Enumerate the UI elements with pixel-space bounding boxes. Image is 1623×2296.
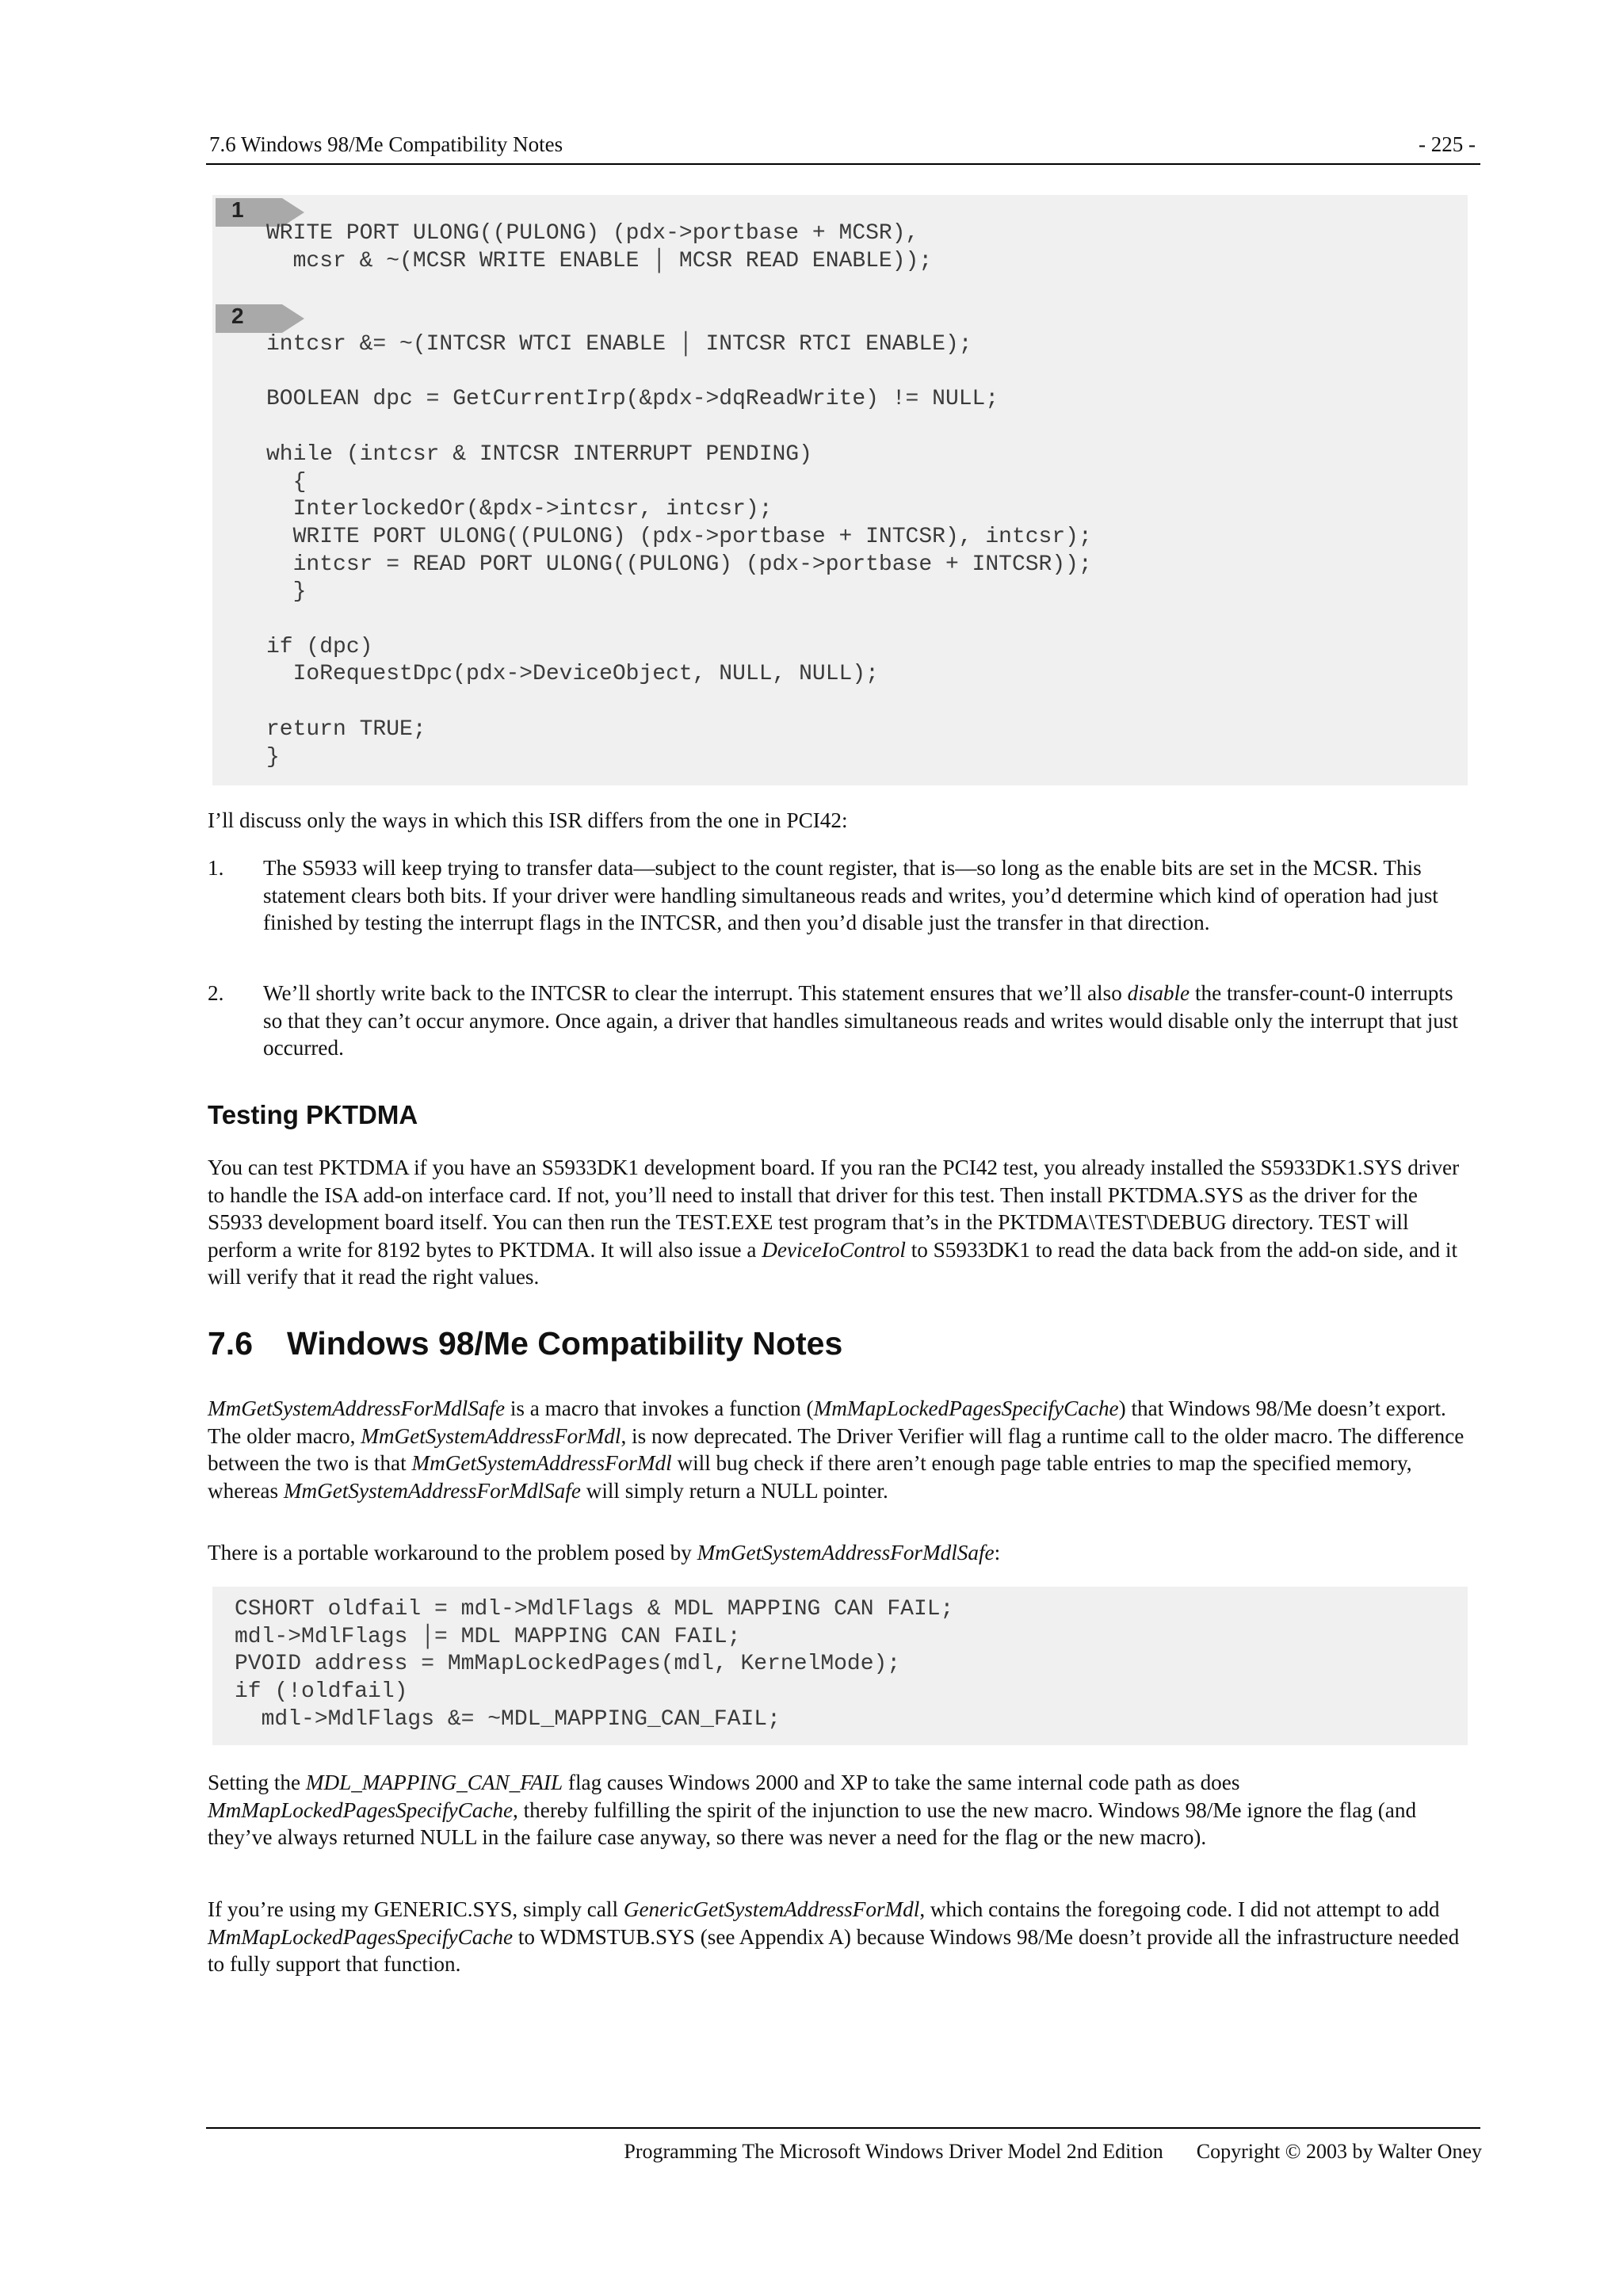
- list-text: The S5933 will keep trying to transfer data—subject to the count register, that is—so long as the enable bits are set in the MCSR. This statement clears both bits. If your driver were handling simultaneous reads and writes, you’d determine which kind of operation had just finished by testing the interrupt flags in the INTCSR, and then you’d disable just the transfer in that direction.: [263, 856, 1438, 934]
- workaround-code: CSHORT oldfail = mdl->MdlFlags & MDL MAPPING CAN FAIL; mdl->MdlFlags │= MDL MAPPING CAN FAIL; PVOID address = MmMapLockedPages(mdl, KernelMode); if (!oldfail) mdl->MdlFlags &= ~MDL_MAPPING_CAN_FAIL;: [235, 1597, 954, 1732]
- header-page-number: - 225 -: [1419, 132, 1476, 156]
- footer-book-title: Programming The Microsoft Windows Driver Model 2nd Edition: [624, 2140, 1163, 2163]
- callout-arrow-icon: [216, 303, 304, 334]
- intro-paragraph: I’ll discuss only the ways in which this ISR differs from the one in PCI42:: [208, 808, 848, 832]
- page-footer: [624, 2140, 1482, 2164]
- emphasis: disable: [1127, 981, 1190, 1005]
- list-item: [208, 980, 1476, 1062]
- portable-paragraph: There is a portable workaround to the problem posed by MmGetSystemAddressForMdlSafe:: [208, 1541, 1001, 1564]
- section-title-text: Windows 98/Me Compatibility Notes: [287, 1325, 843, 1362]
- callout-number: 1: [231, 197, 244, 222]
- running-header: [206, 128, 1480, 165]
- list-text: We’ll shortly write back to the INTCSR to clear the interrupt. This statement ensures that we’ll also disable the transfer-count-0 interrupts so that they can’t occur anymore. Once again, a driver that handles simultaneous reads and writes would disable only the interrupt that just occurred.: [263, 981, 1458, 1060]
- callout-number: 2: [231, 304, 244, 328]
- workaround-code-block: [212, 1587, 1468, 1745]
- list-marker: 2.: [208, 981, 224, 1005]
- code-segment-1: WRITE PORT ULONG((PULONG) (pdx->portbase + MCSR), mcsr & ~(MCSR WRITE ENABLE │ MCSR READ ENABLE));: [266, 221, 933, 273]
- flag-paragraph: Setting the MDL_MAPPING_CAN_FAIL flag causes Windows 2000 and XP to take the same internal code path as does MmMapLockedPagesSpecifyCache, thereby fulfilling the spirit of the injunction to use the new macro. Windows 98/Me ignore the flag (and they’ve always returned NULL in the failure case anyway, so there was never a need for the flag or the new macro).: [208, 1771, 1417, 1849]
- subheading-testing-pktdma: Testing PKTDMA: [208, 1100, 418, 1129]
- section-number: 7.6: [208, 1325, 253, 1362]
- footer-copyright: Copyright © 2003 by Walter Oney: [1196, 2140, 1482, 2163]
- mm-paragraph: MmGetSystemAddressForMdlSafe is a macro that invokes a function (MmMapLockedPagesSpecifyCache) that Windows 98/Me doesn’t export. The older macro, MmGetSystemAddressForMdl, is now deprecated. The Driver Verifier will flag a runtime call to the older macro. The difference between the two is that MmGetSystemAddressForMdl will bug check if there aren’t enough page table entries to map the specified memory, whereas MmGetSystemAddressForMdlSafe will simply return a NULL pointer.: [208, 1396, 1465, 1503]
- testing-paragraph: You can test PKTDMA if you have an S5933DK1 development board. If you ran the PCI42 test, you already installed the S5933DK1.SYS driver to handle the ISA add-on interface card. If not, you’ll need to install that driver for this test. Then install PKTDMA.SYS as the driver for the S5933 development board itself. You can then run the TEST.EXE test program that’s in the PKTDMA\TEST\DEBUG directory. TEST will perform a write for 8192 bytes to PKTDMA. It will also issue a DeviceIoControl to S5933DK1 to read the data back from the add-on side, and it will verify that it read the right values.: [208, 1156, 1460, 1289]
- code-segment-2: intcsr &= ~(INTCSR WTCI ENABLE │ INTCSR RTCI ENABLE); BOOLEAN dpc = GetCurrentIrp(&pdx->dqReadWrite) != NULL; while (intcsr & INTCSR INTERRUPT PENDING) { InterlockedOr(&pdx->intcsr, intcsr); WRITE PORT ULONG((PULONG) (pdx->portbase + INTCSR), intcsr); intcsr = READ PORT ULONG((PULONG) (pdx->portbase + INTCSR)); } if (dpc) IoRequestDpc(pdx->DeviceObject, NULL, NULL); return TRUE; }: [266, 332, 1092, 770]
- callout-2: [216, 303, 304, 334]
- footer-rule: [206, 2127, 1480, 2129]
- emphasis: DeviceIoControl: [762, 1237, 906, 1262]
- section-heading: [208, 1325, 842, 1362]
- list-marker: 1.: [208, 856, 224, 880]
- header-section-title: 7.6 Windows 98/Me Compatibility Notes: [209, 132, 563, 156]
- list-item: [208, 854, 1476, 937]
- generic-paragraph: If you’re using my GENERIC.SYS, simply call GenericGetSystemAddressForMdl, which contains the foregoing code. I did not attempt to add MmMapLockedPagesSpecifyCache to WDMSTUB.SYS (see Appendix A) because Windows 98/Me doesn’t provide all the infrastructure needed to fully support that function.: [208, 1897, 1460, 1976]
- isr-code-block: [212, 195, 1468, 785]
